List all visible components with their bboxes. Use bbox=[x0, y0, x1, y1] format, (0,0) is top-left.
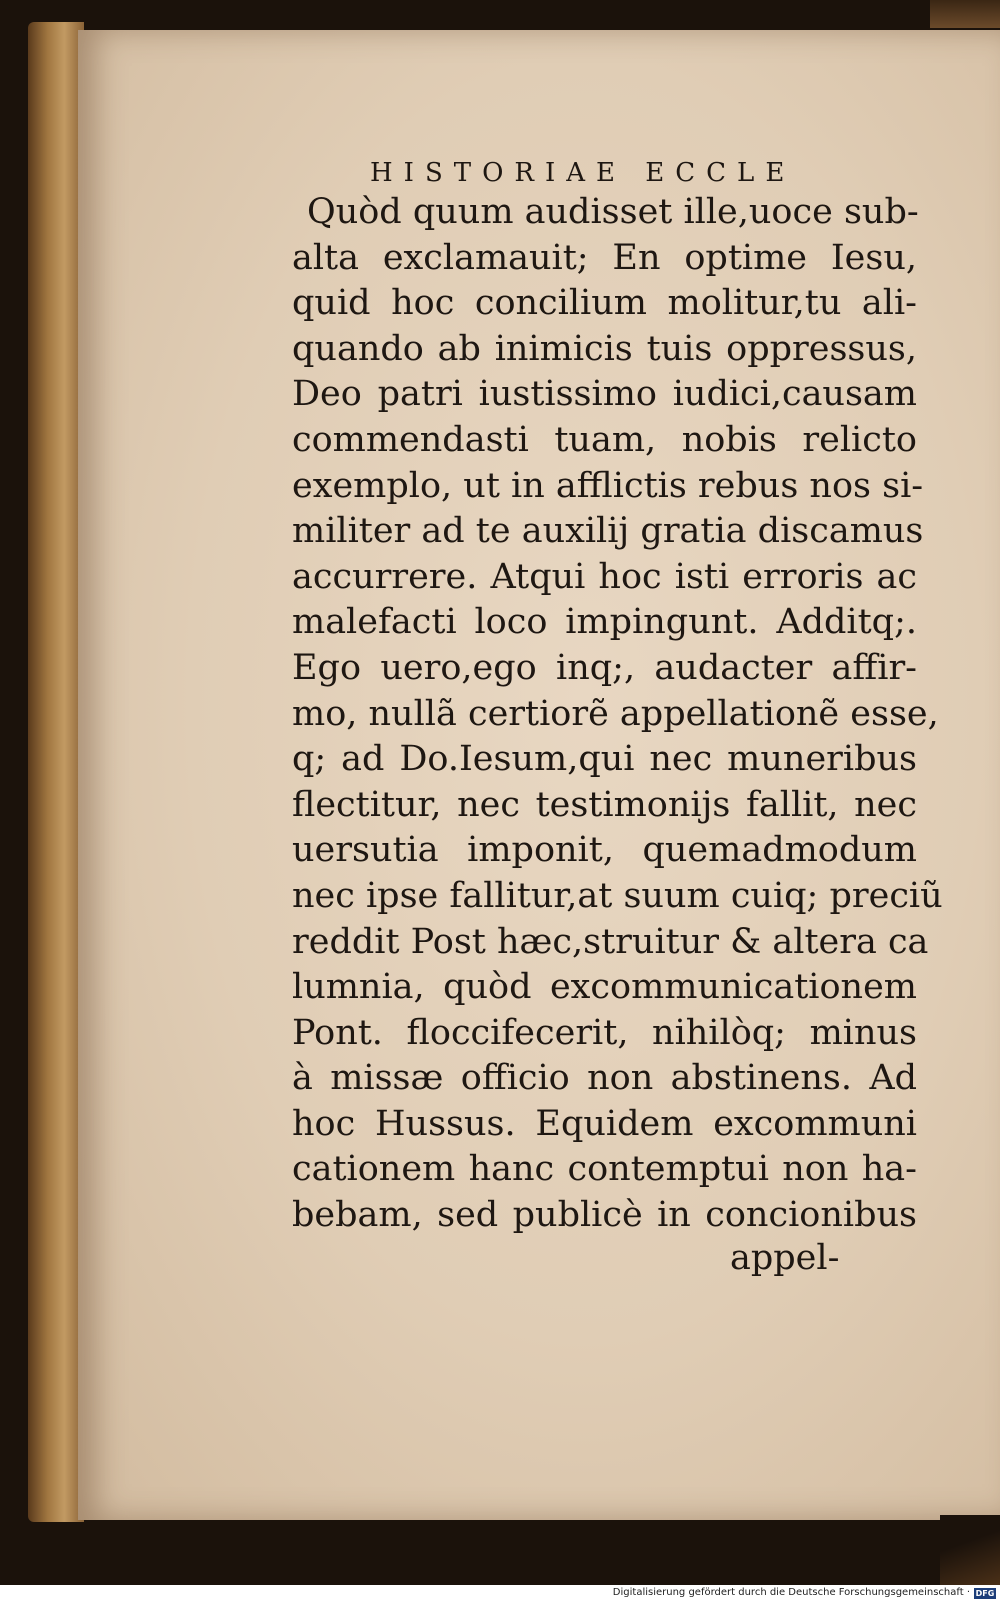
text-line-9: accurrere. Atqui hoc isti erroris ac bbox=[292, 556, 917, 597]
text-line-19: Pont. floccifecerit, nihilòq; minus bbox=[292, 1012, 917, 1053]
text-line-21: hoc Hussus. Equidem excommuni bbox=[292, 1103, 917, 1144]
running-head: HISTORIAE ECCLE bbox=[370, 158, 796, 188]
book-corner-bottom-right bbox=[940, 1515, 1000, 1585]
text-line-13: q; ad Do.Iesum,qui nec muneribus bbox=[292, 739, 917, 780]
text-line-18: lumnia, quòd excommunicationem bbox=[292, 967, 917, 1008]
text-line-7: exemplo, ut in afflictis rebus nos si- bbox=[292, 465, 924, 506]
dfg-logo: DFG bbox=[975, 1589, 995, 1598]
text-line-17: reddit Post hæc,struitur & altera ca bbox=[292, 921, 929, 962]
text-line-14: flectitur, nec testimonijs fallit, nec bbox=[292, 784, 917, 825]
text-line-12: mo, nullã certiorẽ appellationẽ esse, bbox=[292, 693, 939, 734]
catchword: appel- bbox=[730, 1238, 840, 1278]
text-line-3: quid hoc concilium molitur,tu ali- bbox=[292, 283, 917, 324]
text-line-6: commendasti tuam, nobis relicto bbox=[292, 419, 917, 460]
text-line-5: Deo patri iustissimo iudici,causam bbox=[292, 374, 917, 415]
text-line-2: alta exclamauit; En optime Iesu, bbox=[292, 237, 917, 278]
text-line-4: quando ab inimicis tuis oppressus, bbox=[292, 328, 917, 369]
text-line-8: militer ad te auxilij gratia discamus bbox=[292, 511, 924, 552]
text-line-11: Ego uero,ego inq;, audacter affir- bbox=[292, 647, 917, 688]
text-line-1: Quòd quum audisset ille,uoce sub- bbox=[307, 192, 919, 232]
footer-bar bbox=[0, 1585, 1000, 1603]
page-edge bbox=[28, 22, 84, 1522]
book-corner-top-right bbox=[930, 0, 1000, 28]
text-line-10: malefacti loco impingunt. Additq;. bbox=[292, 602, 917, 643]
footer-credit: Digitalisierung gefördert durch die Deutsche Forschungsgemeinschaft · bbox=[612, 1587, 970, 1598]
text-line-16: nec ipse fallitur,at suum cuiq; preciũ bbox=[292, 875, 943, 916]
text-line-15: uersutia imponit, quemadmodum bbox=[292, 830, 917, 871]
text-line-20: à missæ officio non abstinens. Ad bbox=[292, 1058, 917, 1099]
text-line-22: cationem hanc contemptui non ha- bbox=[292, 1149, 917, 1190]
text-line-23: bebam, sed publicè in concionibus bbox=[292, 1195, 917, 1236]
body-text bbox=[292, 190, 943, 1239]
